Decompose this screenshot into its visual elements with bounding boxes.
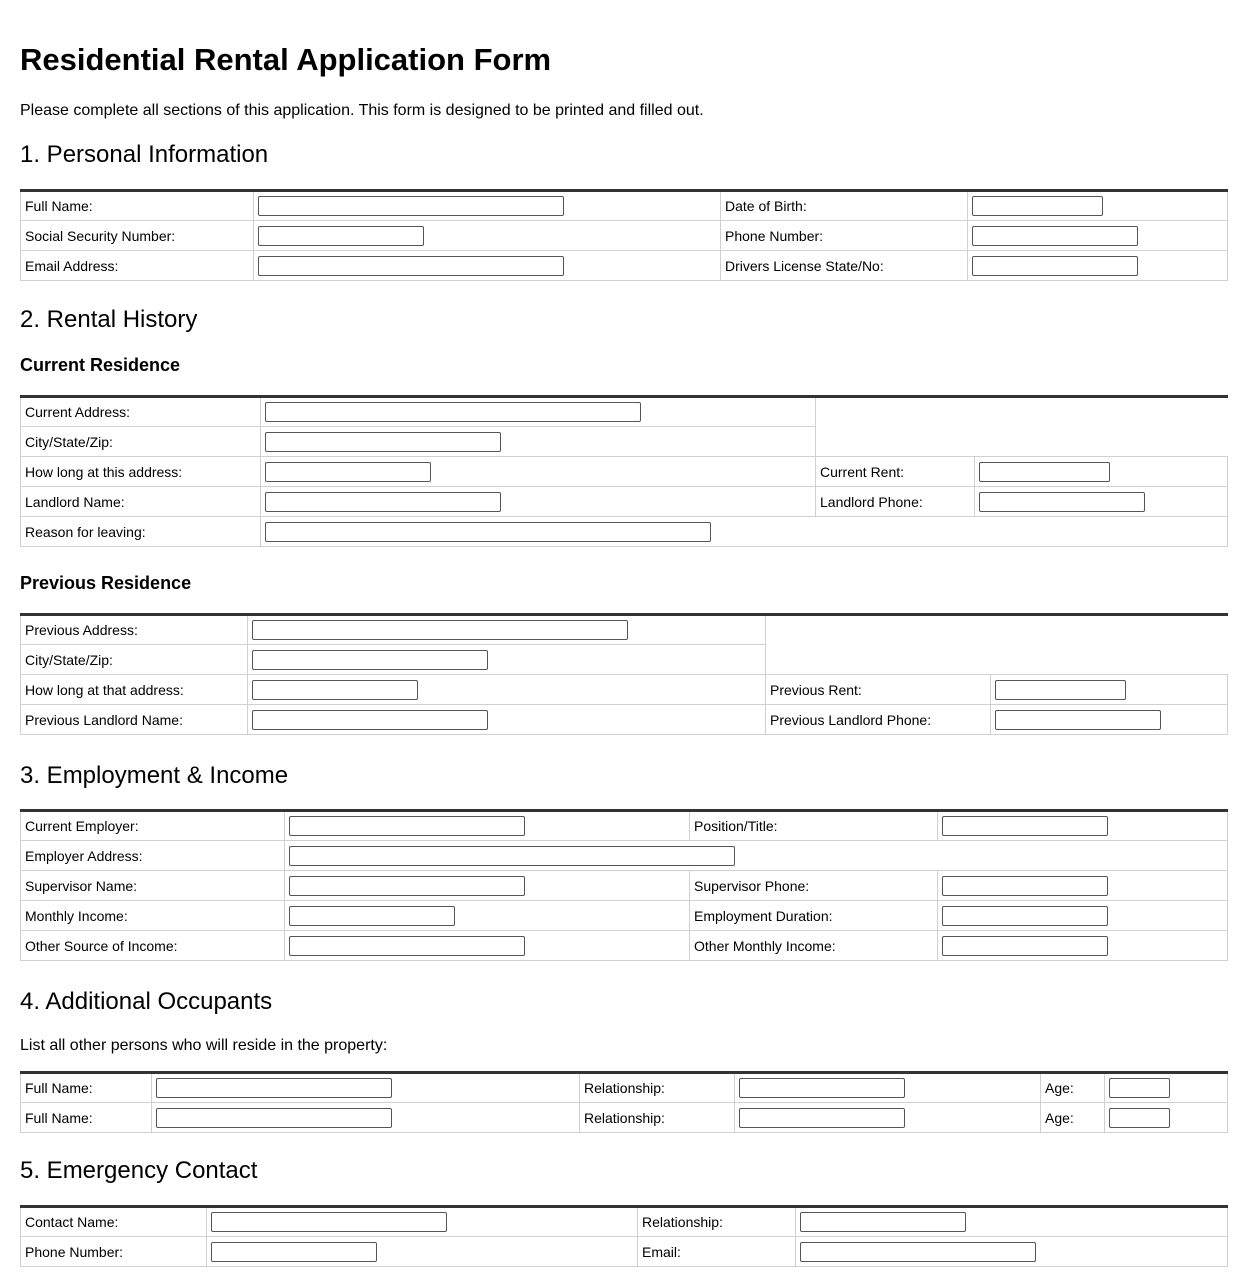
previous-landlord-field[interactable] (252, 710, 488, 730)
other-income-field[interactable] (942, 936, 1108, 956)
table-row (21, 517, 1228, 547)
previous-rent-field[interactable] (995, 680, 1126, 700)
current-city-label: City/State/Zip: (21, 427, 261, 457)
table-row (21, 1207, 1228, 1237)
previous-how-long-field[interactable] (252, 680, 418, 700)
monthly-income-label: Monthly Income: (21, 901, 285, 931)
section-occupants-heading: 4. Additional Occupants (20, 988, 273, 1015)
previous-landlord-phone-field[interactable] (995, 710, 1161, 730)
occupant-name-label: Full Name: (21, 1073, 152, 1103)
section-rental-heading: 2. Rental History (20, 306, 198, 333)
previous-address-label: Previous Address: (21, 615, 248, 645)
ssn-field[interactable] (258, 226, 424, 246)
employer-label: Current Employer: (21, 811, 285, 841)
table-row (21, 645, 1228, 675)
table-row (21, 1103, 1228, 1133)
previous-city-label: City/State/Zip: (21, 645, 248, 675)
position-label: Position/Title: (690, 811, 938, 841)
previous-city-field[interactable] (252, 650, 488, 670)
table-row (21, 427, 1228, 457)
email-field[interactable] (258, 256, 564, 276)
previous-how-long-label: How long at that address: (21, 675, 248, 705)
table-row (21, 487, 1228, 517)
emergency-email-label: Email: (638, 1237, 796, 1267)
position-field[interactable] (942, 816, 1108, 836)
landlord-name-label: Landlord Name: (21, 487, 261, 517)
previous-residence-heading: Previous Residence (20, 573, 192, 593)
previous-landlord-label: Previous Landlord Name: (21, 705, 248, 735)
phone-field[interactable] (972, 226, 1138, 246)
current-rent-field[interactable] (979, 462, 1110, 482)
occupant-relationship-field[interactable] (739, 1108, 905, 1128)
employer-address-field[interactable] (289, 846, 735, 866)
current-residence-heading: Current Residence (20, 355, 181, 375)
previous-residence-table (20, 613, 1228, 735)
table-row (21, 675, 1228, 705)
table-row (21, 1073, 1228, 1103)
supervisor-phone-field[interactable] (942, 876, 1108, 896)
previous-address-field[interactable] (252, 620, 628, 640)
current-residence-table (20, 395, 1228, 547)
occupant-age-field[interactable] (1109, 1108, 1170, 1128)
duration-label: Employment Duration: (690, 901, 938, 931)
other-source-label: Other Source of Income: (21, 931, 285, 961)
emergency-relationship-field[interactable] (800, 1212, 966, 1232)
table-row (21, 397, 1228, 427)
table-row (21, 901, 1228, 931)
emergency-relationship-label: Relationship: (638, 1207, 796, 1237)
employer-address-label: Employer Address: (21, 841, 285, 871)
table-row (21, 1237, 1228, 1267)
occupant-age-label: Age: (1041, 1073, 1105, 1103)
section-personal-heading: 1. Personal Information (20, 141, 269, 168)
duration-field[interactable] (942, 906, 1108, 926)
current-address-field[interactable] (265, 402, 641, 422)
table-row (21, 615, 1228, 645)
intro-text: Please complete all sections of this application. This form is designed to be printed and filled out. (20, 102, 704, 119)
occupant-name-field[interactable] (156, 1108, 392, 1128)
emergency-name-field[interactable] (211, 1212, 447, 1232)
reason-field[interactable] (265, 522, 711, 542)
occupant-name-label: Full Name: (21, 1103, 152, 1133)
employment-table (20, 809, 1228, 961)
occupants-note: List all other persons who will reside in the property: (20, 1037, 388, 1054)
other-income-label: Other Monthly Income: (690, 931, 938, 961)
license-field[interactable] (972, 256, 1138, 276)
email-label: Email Address: (21, 251, 254, 281)
current-rent-label: Current Rent: (816, 457, 975, 487)
table-row (21, 811, 1228, 841)
reason-label: Reason for leaving: (21, 517, 261, 547)
occupant-relationship-label: Relationship: (580, 1073, 735, 1103)
current-how-long-field[interactable] (265, 462, 431, 482)
section-emergency-heading: 5. Emergency Contact (20, 1157, 258, 1184)
table-row (21, 841, 1228, 871)
table-row (21, 457, 1228, 487)
occupant-relationship-label: Relationship: (580, 1103, 735, 1133)
landlord-name-field[interactable] (265, 492, 501, 512)
occupant-name-field[interactable] (156, 1078, 392, 1098)
previous-rent-label: Previous Rent: (766, 675, 991, 705)
full-name-label: Full Name: (21, 191, 254, 221)
landlord-phone-label: Landlord Phone: (816, 487, 975, 517)
section-employment-heading: 3. Employment & Income (20, 762, 289, 789)
previous-landlord-phone-label: Previous Landlord Phone: (766, 705, 991, 735)
supervisor-label: Supervisor Name: (21, 871, 285, 901)
ssn-label: Social Security Number: (21, 221, 254, 251)
current-city-field[interactable] (265, 432, 501, 452)
occupants-table (20, 1071, 1228, 1133)
occupant-age-field[interactable] (1109, 1078, 1170, 1098)
table-row (21, 251, 1228, 281)
license-label: Drivers License State/No: (721, 251, 968, 281)
occupant-age-label: Age: (1041, 1103, 1105, 1133)
monthly-income-field[interactable] (289, 906, 455, 926)
table-row (21, 931, 1228, 961)
occupant-relationship-field[interactable] (739, 1078, 905, 1098)
current-address-label: Current Address: (21, 397, 261, 427)
other-source-field[interactable] (289, 936, 525, 956)
emergency-phone-field[interactable] (211, 1242, 377, 1262)
employer-field[interactable] (289, 816, 525, 836)
landlord-phone-field[interactable] (979, 492, 1145, 512)
dob-field[interactable] (972, 196, 1103, 216)
emergency-phone-label: Phone Number: (21, 1237, 207, 1267)
current-how-long-label: How long at this address: (21, 457, 261, 487)
emergency-table (20, 1205, 1228, 1267)
personal-info-table (20, 189, 1228, 281)
emergency-email-field[interactable] (800, 1242, 1036, 1262)
table-row (21, 191, 1228, 221)
full-name-field[interactable] (258, 196, 564, 216)
table-row (21, 871, 1228, 901)
page-title: Residential Rental Application Form (20, 42, 552, 77)
supervisor-field[interactable] (289, 876, 525, 896)
phone-label: Phone Number: (721, 221, 968, 251)
supervisor-phone-label: Supervisor Phone: (690, 871, 938, 901)
table-row (21, 221, 1228, 251)
dob-label: Date of Birth: (721, 191, 968, 221)
table-row (21, 705, 1228, 735)
emergency-name-label: Contact Name: (21, 1207, 207, 1237)
